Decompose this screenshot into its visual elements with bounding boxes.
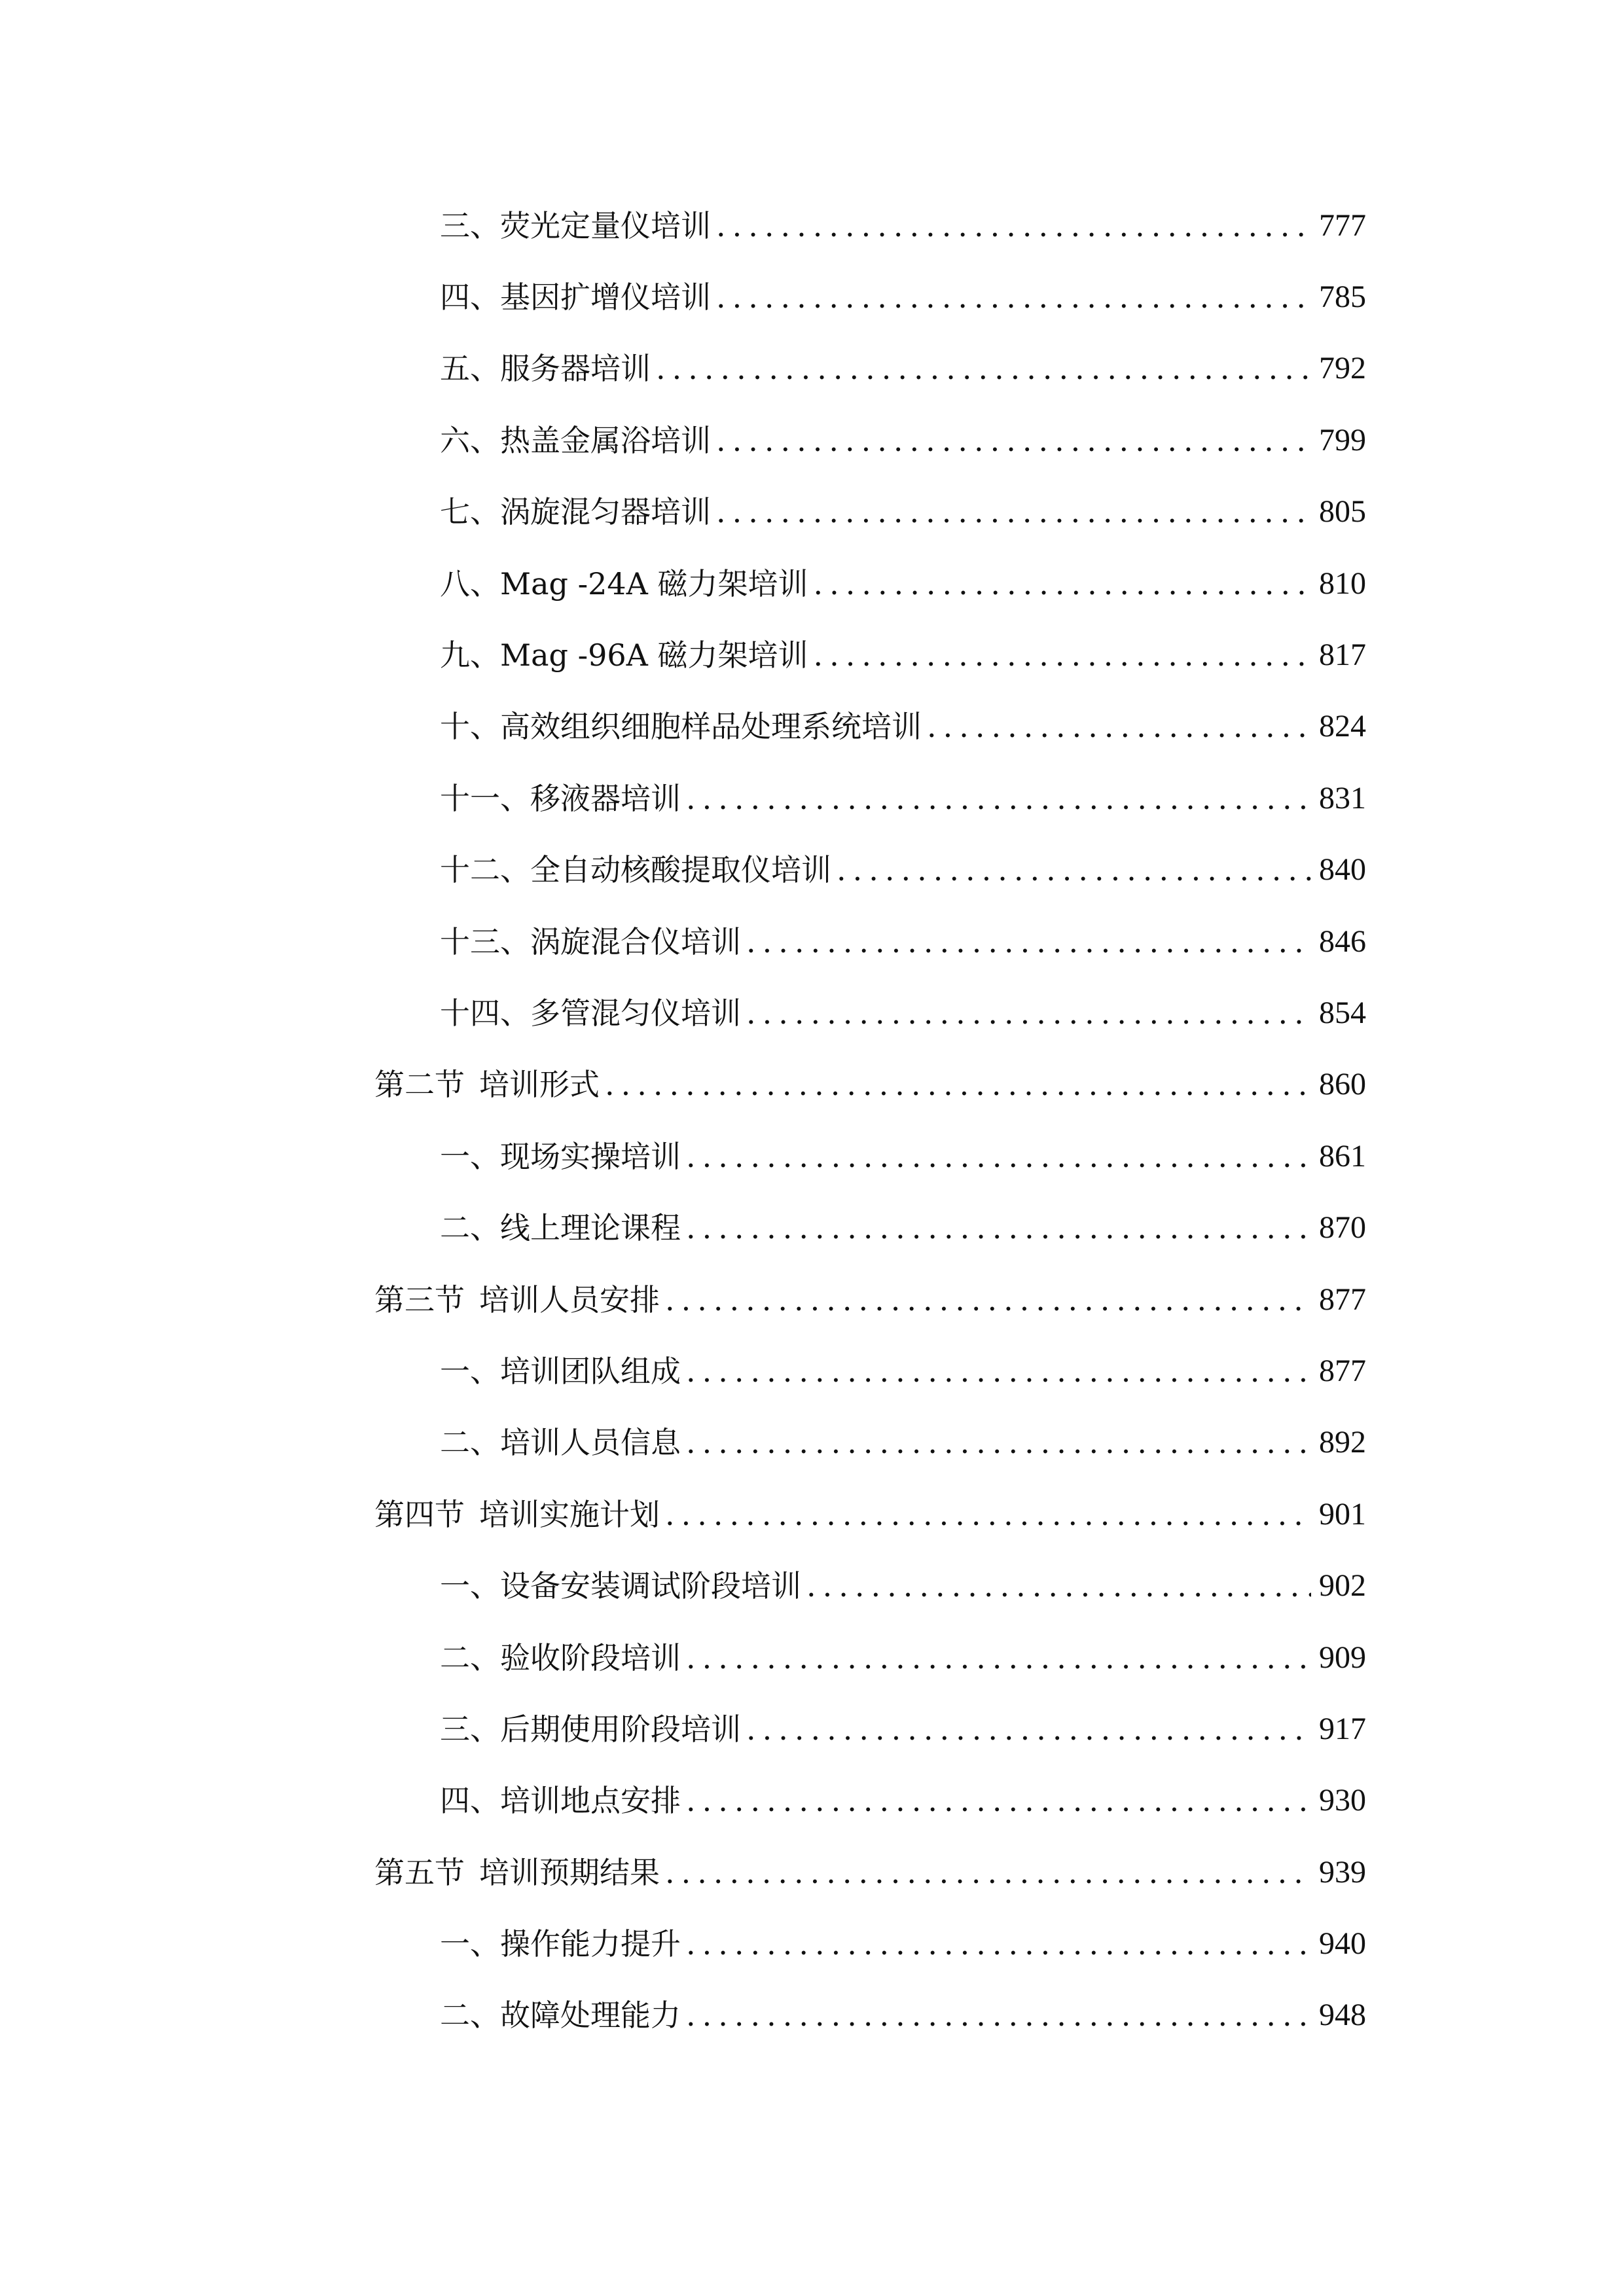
toc-entry-page: 877	[1319, 1353, 1366, 1388]
toc-section-title: 培训形式	[479, 1067, 600, 1103]
dot-leader	[686, 772, 1311, 825]
toc-entry-title: 故障处理能力	[500, 1998, 681, 2034]
dot-leader	[716, 486, 1311, 538]
toc-entry[interactable]	[374, 1622, 1366, 1693]
dot-leader	[686, 1632, 1311, 1684]
toc-entry-number: 二、	[440, 1210, 500, 1246]
toc-entry-page: 909	[1319, 1640, 1366, 1675]
dot-leader	[686, 1918, 1311, 1970]
toc-section-title: 培训实施计划	[479, 1496, 660, 1532]
toc-entry[interactable]	[374, 762, 1366, 834]
dot-leader	[686, 1416, 1311, 1469]
toc-entry-page: 785	[1319, 279, 1366, 315]
toc-entry-number: 三、	[440, 1711, 500, 1747]
toc-entry-page: 902	[1319, 1568, 1366, 1604]
toc-section[interactable]	[374, 1479, 1366, 1550]
toc-entry-page: 854	[1319, 995, 1366, 1030]
toc-entry-number: 一、	[440, 1353, 500, 1389]
toc-section-title: 培训预期结果	[479, 1854, 660, 1890]
toc-entry-title: 操作能力提升	[500, 1926, 681, 1962]
toc-entry-title: 涡旋混匀器培训	[500, 494, 711, 530]
toc-entry[interactable]	[374, 1765, 1366, 1837]
toc-entry-title: 涡旋混合仪培训	[530, 924, 741, 960]
dot-leader	[814, 558, 1311, 610]
dot-leader	[746, 916, 1311, 968]
toc-entry-title: 荧光定量仪培训	[500, 207, 711, 243]
toc-entry-number: 三、	[440, 207, 500, 243]
dot-leader	[656, 342, 1311, 395]
toc-section-number: 第四节	[374, 1496, 465, 1532]
toc-entry-number: 五、	[440, 351, 500, 387]
toc-entry-title: 培训团队组成	[500, 1353, 681, 1389]
dot-leader	[927, 700, 1311, 753]
toc-entry-number: 十二、	[440, 852, 530, 888]
toc-entry-number: 十四、	[440, 995, 530, 1031]
toc-entry[interactable]	[374, 548, 1366, 619]
dot-leader	[686, 1130, 1311, 1183]
toc-entry-title: 线上理论课程	[500, 1210, 681, 1246]
toc-entry[interactable]	[374, 1908, 1366, 1979]
toc-entry-title: 验收阶段培训	[500, 1640, 681, 1676]
dot-leader	[806, 1560, 1311, 1612]
toc-entry[interactable]	[374, 261, 1366, 332]
toc-section-number: 第三节	[374, 1282, 465, 1318]
toc-section-number: 第五节	[374, 1854, 465, 1890]
toc-entry-title: 多管混匀仪培训	[530, 995, 741, 1031]
toc-entry-page: 917	[1319, 1711, 1366, 1746]
toc-entry-title: Mag -24A 磁力架培训	[500, 565, 808, 601]
toc-section[interactable]	[374, 1049, 1366, 1121]
toc-entry-number: 二、	[440, 1425, 500, 1461]
toc-entry-title: 设备安装调试阶段培训	[500, 1568, 801, 1604]
toc-entry-title: 基因扩增仪培训	[500, 279, 711, 315]
toc-entry-number: 七、	[440, 494, 500, 530]
toc-entry[interactable]	[374, 333, 1366, 404]
toc-entry[interactable]	[374, 1121, 1366, 1192]
toc-entry-number: 十一、	[440, 780, 530, 816]
toc-entry-page: 930	[1319, 1783, 1366, 1818]
toc-entry-title: 服务器培训	[500, 351, 651, 387]
toc-entry-page: 948	[1319, 1998, 1366, 2033]
toc-entry[interactable]	[374, 1693, 1366, 1765]
toc-entry-title: Mag -96A 磁力架培训	[500, 637, 808, 673]
toc-section-page: 901	[1319, 1496, 1366, 1532]
toc-entry-title: 培训地点安排	[500, 1783, 681, 1819]
toc-entry-page: 831	[1319, 780, 1366, 816]
toc-entry[interactable]	[374, 190, 1366, 261]
dot-leader	[716, 414, 1311, 467]
toc-section-number: 第二节	[374, 1067, 465, 1103]
toc-entry-number: 二、	[440, 1640, 500, 1676]
dot-leader	[686, 1774, 1311, 1827]
toc-entry-number: 八、	[440, 565, 500, 601]
toc-entry[interactable]	[374, 1550, 1366, 1621]
toc-entry-page: 817	[1319, 637, 1366, 673]
toc-entry[interactable]	[374, 691, 1366, 762]
toc-entry-page: 824	[1319, 709, 1366, 744]
toc-entry-number: 十三、	[440, 924, 530, 960]
toc-entry-number: 四、	[440, 1783, 500, 1819]
dot-leader	[746, 987, 1311, 1039]
dot-leader	[837, 844, 1311, 896]
toc-entry-page: 799	[1319, 422, 1366, 457]
toc-entry-title: 全自动核酸提取仪培训	[530, 852, 831, 888]
toc-entry-page: 792	[1319, 351, 1366, 386]
toc-entry-number: 一、	[440, 1138, 500, 1174]
toc-entry-page: 777	[1319, 207, 1366, 243]
toc-entry-page: 870	[1319, 1210, 1366, 1246]
toc-section-page: 860	[1319, 1067, 1366, 1102]
toc-entry-number: 九、	[440, 637, 500, 673]
toc-entry-number: 四、	[440, 279, 500, 315]
dot-leader	[665, 1274, 1311, 1326]
toc-entry[interactable]	[374, 1335, 1366, 1407]
toc-entry-title: 后期使用阶段培训	[500, 1711, 741, 1747]
toc-entry-page: 840	[1319, 852, 1366, 888]
toc-entry-number: 十、	[440, 709, 500, 745]
toc-entry-page: 805	[1319, 494, 1366, 529]
toc-entry-title: 热盖金属浴培训	[500, 422, 711, 458]
toc-entry[interactable]	[374, 1980, 1366, 2051]
toc-entry-title: 培训人员信息	[500, 1425, 681, 1461]
toc-entry-title: 现场实操培训	[500, 1138, 681, 1174]
toc-entry-page: 810	[1319, 565, 1366, 601]
toc-entry[interactable]	[374, 1407, 1366, 1479]
toc-entry[interactable]	[374, 834, 1366, 906]
toc-entry-title: 移液器培训	[530, 780, 681, 816]
toc-entry-number: 二、	[440, 1998, 500, 2034]
dot-leader	[686, 1202, 1311, 1254]
dot-leader	[665, 1846, 1311, 1899]
dot-leader	[716, 271, 1311, 323]
toc-entry[interactable]	[374, 476, 1366, 548]
toc-section-title: 培训人员安排	[479, 1282, 660, 1318]
toc-entry-number: 一、	[440, 1926, 500, 1962]
dot-leader	[814, 629, 1311, 681]
toc-entry[interactable]	[374, 404, 1366, 476]
toc-entry-page: 892	[1319, 1425, 1366, 1460]
dot-leader	[716, 200, 1311, 252]
toc-section[interactable]	[374, 1264, 1366, 1335]
toc-entry-page: 940	[1319, 1926, 1366, 1962]
dot-leader	[686, 1345, 1311, 1397]
toc-entry-number: 一、	[440, 1568, 500, 1604]
toc-entry-title: 高效组织细胞样品处理系统培训	[500, 709, 922, 745]
toc-entry[interactable]	[374, 619, 1366, 691]
table-of-contents	[374, 190, 1366, 2051]
toc-entry[interactable]	[374, 1192, 1366, 1263]
toc-entry-number: 六、	[440, 422, 500, 458]
toc-entry[interactable]	[374, 906, 1366, 977]
dot-leader	[665, 1488, 1311, 1541]
toc-section[interactable]	[374, 1837, 1366, 1908]
dot-leader	[686, 1989, 1311, 2041]
toc-entry-page: 846	[1319, 924, 1366, 959]
toc-entry-page: 861	[1319, 1138, 1366, 1174]
dot-leader	[746, 1703, 1311, 1755]
toc-section-page: 939	[1319, 1854, 1366, 1890]
dot-leader	[605, 1058, 1311, 1111]
toc-section-page: 877	[1319, 1282, 1366, 1317]
toc-entry[interactable]	[374, 977, 1366, 1049]
